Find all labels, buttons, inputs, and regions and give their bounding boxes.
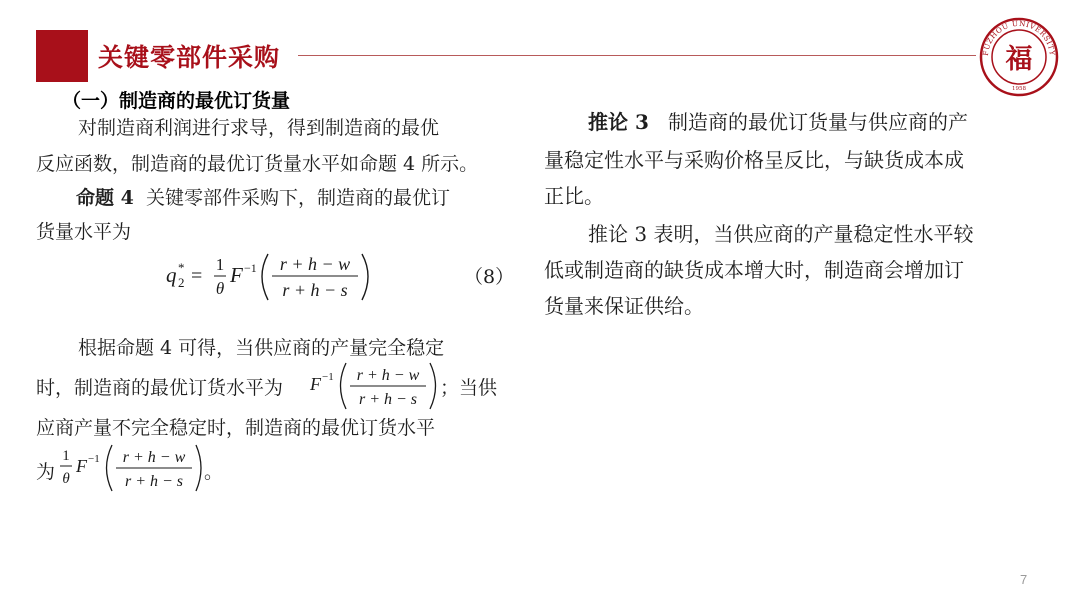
proposition-line-1 bbox=[76, 180, 450, 216]
intro-line-2: 反应函数，制造商的最优订货量水平如命题 4 所示。 bbox=[36, 153, 479, 175]
corollary-label: 推论 3 bbox=[588, 110, 649, 134]
proposition-line-2: 货量水平为 bbox=[36, 221, 132, 243]
eq-func-sup: −1 bbox=[244, 261, 257, 275]
inline-formula-2 bbox=[56, 440, 206, 496]
svg-text:FUZHOU UNIVERSITY: FUZHOU UNIVERSITY bbox=[980, 18, 1058, 57]
inline1-func-sup: −1 bbox=[322, 371, 334, 383]
title-divider bbox=[298, 55, 976, 56]
inline1-num: r + h − w bbox=[356, 367, 420, 384]
equation-number: （8） bbox=[464, 266, 515, 288]
para2-line-1: 根据命题 4 可得，当供应商的产量完全稳定 bbox=[78, 337, 445, 359]
inline-formula-1 bbox=[308, 358, 442, 414]
svg-text:福: 福 bbox=[1005, 44, 1033, 75]
equation-8 bbox=[160, 246, 380, 308]
inline1-den: r + h − s bbox=[358, 391, 418, 408]
inline2-func-sup: −1 bbox=[88, 453, 100, 465]
title-accent-block bbox=[36, 30, 88, 82]
inline2-den: r + h − s bbox=[124, 473, 184, 490]
corollary-line-2: 量稳定性水平与采购价格呈反比，与缺货成本成 bbox=[544, 148, 964, 172]
corollary-line-1 bbox=[588, 104, 968, 140]
eq-frac-den: θ bbox=[215, 279, 225, 298]
eq-frac-num: 1 bbox=[215, 255, 225, 274]
eq-func: F bbox=[230, 263, 243, 287]
explain-line-2: 低或制造商的缺货成本增大时，制造商会增加订 bbox=[544, 258, 964, 282]
para2-line-4-pre: 为 bbox=[36, 461, 56, 483]
eq-inner-num: r + h − w bbox=[279, 254, 351, 274]
section-heading: （一）制造商的最优订货量 bbox=[62, 90, 291, 112]
proposition-label: 命题 4 bbox=[76, 187, 134, 209]
svg-text:1958: 1958 bbox=[1012, 86, 1026, 92]
intro-line-1: 对制造商利润进行求导，得到制造商的最优 bbox=[78, 117, 440, 139]
explain-line-3: 货量来保证供给。 bbox=[544, 294, 704, 318]
inline2-frac-den: θ bbox=[62, 471, 70, 487]
para2-line-3: 应商产量不完全稳定时，制造商的最优订货水平 bbox=[36, 417, 436, 439]
inline2-frac-num: 1 bbox=[62, 448, 70, 464]
corollary-text: 制造商的最优订货量与供应商的产 bbox=[667, 110, 968, 134]
inline1-func: F bbox=[310, 374, 321, 394]
university-seal-logo bbox=[978, 16, 1060, 98]
eq-equals: = bbox=[191, 265, 203, 287]
para2-line-2-pre: 时，制造商的最优订货水平为 bbox=[36, 377, 284, 399]
corollary-line-3: 正比。 bbox=[544, 184, 604, 208]
inline2-num: r + h − w bbox=[122, 449, 186, 466]
eq-lhs-sup: * bbox=[178, 260, 185, 275]
explain-line-1: 推论 3 表明，当供应商的产量稳定性水平较 bbox=[588, 222, 974, 246]
eq-lhs: q bbox=[166, 263, 177, 287]
slide-title: 关键零部件采购 bbox=[98, 43, 281, 72]
inline2-func: F bbox=[76, 456, 87, 476]
eq-lhs-sub: 2 bbox=[178, 275, 185, 290]
proposition-text: 关键零部件采购下，制造商的最优订 bbox=[145, 187, 450, 209]
page-number: 7 bbox=[1020, 572, 1028, 587]
para2-line-2-post: ；当供 bbox=[440, 377, 498, 399]
para2-line-4-post: 。 bbox=[204, 461, 224, 483]
eq-inner-den: r + h − s bbox=[282, 280, 348, 300]
